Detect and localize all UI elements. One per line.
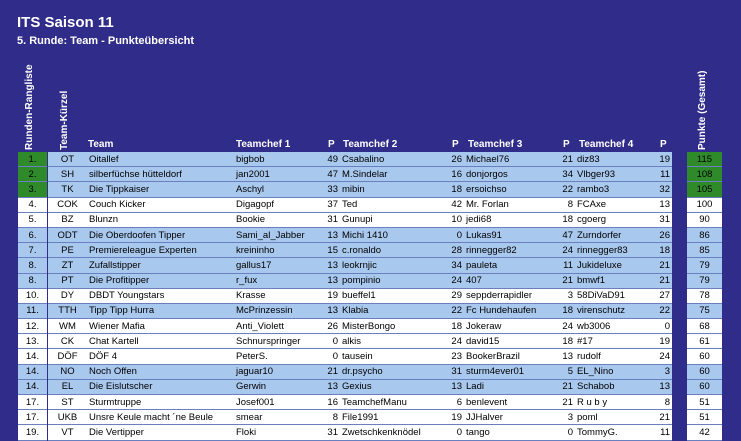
- team-code-cell: OT: [48, 152, 87, 167]
- points2-cell: 34: [448, 258, 464, 273]
- points1-cell: 19: [324, 288, 340, 303]
- gap: [672, 167, 687, 182]
- points2-cell: 22: [448, 303, 464, 318]
- team-name-cell: Die Eislutscher: [87, 379, 234, 394]
- table-row: [18, 303, 722, 318]
- team-code-cell: TTH: [48, 303, 87, 318]
- teamchef3-cell: Mr. Forlan: [464, 197, 559, 212]
- team-code-cell: UKB: [48, 410, 87, 425]
- points4-cell: 26: [656, 227, 672, 242]
- gap: [672, 182, 687, 197]
- gap: [672, 319, 687, 334]
- points3-cell: 21: [559, 379, 575, 394]
- header-chef4: Teamchef 4: [579, 139, 634, 150]
- table-row: [18, 167, 722, 182]
- points3-cell: 18: [559, 303, 575, 318]
- points3-cell: 11: [559, 258, 575, 273]
- teamchef3-cell: Lukas91: [464, 227, 559, 242]
- total-points-cell: 42: [687, 425, 722, 440]
- header-chef1: Teamchef 1: [236, 139, 291, 150]
- points1-cell: 31: [324, 212, 340, 227]
- points2-cell: 0: [448, 425, 464, 440]
- gap: [672, 395, 687, 410]
- points2-cell: 23: [448, 349, 464, 364]
- teamchef4-cell: TommyG.: [575, 425, 656, 440]
- points3-cell: 3: [559, 410, 575, 425]
- teamchef2-cell: Klabia: [340, 303, 448, 318]
- team-name-cell: Premiereleague Experten: [87, 243, 234, 258]
- teamchef4-cell: rambo3: [575, 182, 656, 197]
- teamchef4-cell: R u b y: [575, 395, 656, 410]
- teamchef1-cell: jaguar10: [234, 364, 324, 379]
- points3-cell: 21: [559, 152, 575, 167]
- points1-cell: 0: [324, 349, 340, 364]
- total-points-cell: 79: [687, 273, 722, 288]
- teamchef1-cell: bigbob: [234, 152, 324, 167]
- team-code-cell: NO: [48, 364, 87, 379]
- rank-cell: 8.: [18, 258, 47, 273]
- teamchef2-cell: mibin: [340, 182, 448, 197]
- team-code-cell: CK: [48, 334, 87, 349]
- teamchef2-cell: Gunupi: [340, 212, 448, 227]
- team-code-cell: PE: [48, 243, 87, 258]
- teamchef3-cell: JJHalver: [464, 410, 559, 425]
- teamchef3-cell: tango: [464, 425, 559, 440]
- team-name-cell: Noch Offen: [87, 364, 234, 379]
- points2-cell: 16: [448, 167, 464, 182]
- header-team: Team: [88, 139, 114, 150]
- points3-cell: 24: [559, 319, 575, 334]
- gap: [672, 379, 687, 394]
- table-row: [18, 197, 722, 212]
- rank-cell: 17.: [18, 395, 47, 410]
- points2-cell: 28: [448, 243, 464, 258]
- points-table: [18, 152, 722, 441]
- points3-cell: 13: [559, 349, 575, 364]
- teamchef3-cell: Ladi: [464, 379, 559, 394]
- teamchef4-cell: Jukideluxe: [575, 258, 656, 273]
- header-code: Team-Kürzel: [59, 90, 70, 150]
- header-total: Punkte (Gesamt): [697, 70, 708, 150]
- team-name-cell: Unsre Keule macht ´ne Beule: [87, 410, 234, 425]
- points3-cell: 24: [559, 243, 575, 258]
- team-name-cell: Zufallstipper: [87, 258, 234, 273]
- teamchef3-cell: BookerBrazil: [464, 349, 559, 364]
- table-row: [18, 410, 722, 425]
- team-code-cell: ST: [48, 395, 87, 410]
- teamchef4-cell: rudolf: [575, 349, 656, 364]
- points3-cell: 3: [559, 288, 575, 303]
- header-rank: Runden-Rangliste: [24, 64, 35, 150]
- teamchef3-cell: benlevent: [464, 395, 559, 410]
- gap: [672, 303, 687, 318]
- teamchef2-cell: alkis: [340, 334, 448, 349]
- points4-cell: 11: [656, 425, 672, 440]
- teamchef4-cell: 58DiVaD91: [575, 288, 656, 303]
- gap: [672, 288, 687, 303]
- points4-cell: 32: [656, 182, 672, 197]
- team-name-cell: Couch Kicker: [87, 197, 234, 212]
- team-name-cell: Chat Kartell: [87, 334, 234, 349]
- gap: [672, 273, 687, 288]
- rank-cell: 11.: [18, 303, 47, 318]
- points1-cell: 33: [324, 182, 340, 197]
- total-points-cell: 85: [687, 243, 722, 258]
- teamchef1-cell: kreininho: [234, 243, 324, 258]
- points4-cell: 21: [656, 273, 672, 288]
- header-chef2: Teamchef 2: [343, 139, 398, 150]
- team-name-cell: silberfüchse hütteldorf: [87, 167, 234, 182]
- rank-cell: 3.: [18, 182, 47, 197]
- total-points-cell: 100: [687, 197, 722, 212]
- teamchef1-cell: Aschyl: [234, 182, 324, 197]
- points2-cell: 29: [448, 288, 464, 303]
- points4-cell: 0: [656, 319, 672, 334]
- points3-cell: 47: [559, 227, 575, 242]
- teamchef2-cell: pompinio: [340, 273, 448, 288]
- teamchef3-cell: rinnegger82: [464, 243, 559, 258]
- table-row: [18, 258, 722, 273]
- teamchef3-cell: pauleta: [464, 258, 559, 273]
- total-points-cell: 51: [687, 410, 722, 425]
- rank-cell: 17.: [18, 410, 47, 425]
- points4-cell: 21: [656, 410, 672, 425]
- team-code-cell: BZ: [48, 212, 87, 227]
- points2-cell: 18: [448, 182, 464, 197]
- teamchef2-cell: Zwetschkenknödel: [340, 425, 448, 440]
- points1-cell: 13: [324, 379, 340, 394]
- teamchef3-cell: Michael76: [464, 152, 559, 167]
- teamchef4-cell: #17: [575, 334, 656, 349]
- team-code-cell: DY: [48, 288, 87, 303]
- team-code-cell: EL: [48, 379, 87, 394]
- points2-cell: 13: [448, 379, 464, 394]
- table-row: [18, 227, 722, 242]
- points4-cell: 27: [656, 288, 672, 303]
- table-row: [18, 152, 722, 167]
- table-row: [18, 334, 722, 349]
- team-code-cell: COK: [48, 197, 87, 212]
- header-p3: P: [563, 139, 570, 150]
- points3-cell: 18: [559, 212, 575, 227]
- teamchef3-cell: ersoichso: [464, 182, 559, 197]
- teamchef1-cell: Anti_Violett: [234, 319, 324, 334]
- teamchef1-cell: Bookie: [234, 212, 324, 227]
- points1-cell: 16: [324, 395, 340, 410]
- total-points-cell: 90: [687, 212, 722, 227]
- rank-cell: 1.: [18, 152, 47, 167]
- table-row: [18, 395, 722, 410]
- team-name-cell: DBDT Youngstars: [87, 288, 234, 303]
- points2-cell: 6: [448, 395, 464, 410]
- total-points-cell: 60: [687, 379, 722, 394]
- teamchef2-cell: bueffel1: [340, 288, 448, 303]
- points1-cell: 31: [324, 425, 340, 440]
- points4-cell: 19: [656, 152, 672, 167]
- points2-cell: 18: [448, 319, 464, 334]
- teamchef3-cell: 407: [464, 273, 559, 288]
- points1-cell: 13: [324, 273, 340, 288]
- rank-cell: 13.: [18, 334, 47, 349]
- teamchef2-cell: tausein: [340, 349, 448, 364]
- points4-cell: 11: [656, 167, 672, 182]
- teamchef3-cell: Fc Hundehaufen: [464, 303, 559, 318]
- points4-cell: 13: [656, 379, 672, 394]
- rank-cell: 6.: [18, 227, 47, 242]
- points1-cell: 47: [324, 167, 340, 182]
- teamchef2-cell: TeamchefManu: [340, 395, 448, 410]
- table-row: [18, 319, 722, 334]
- teamchef4-cell: Vlbger93: [575, 167, 656, 182]
- teamchef2-cell: Ted: [340, 197, 448, 212]
- points2-cell: 24: [448, 273, 464, 288]
- teamchef4-cell: virenschutz: [575, 303, 656, 318]
- teamchef1-cell: Sami_al_Jabber: [234, 227, 324, 242]
- team-name-cell: Blunzn: [87, 212, 234, 227]
- rank-cell: 7.: [18, 243, 47, 258]
- teamchef2-cell: c.ronaldo: [340, 243, 448, 258]
- teamchef4-cell: wb3006: [575, 319, 656, 334]
- points3-cell: 21: [559, 273, 575, 288]
- teamchef2-cell: File1991: [340, 410, 448, 425]
- points4-cell: 3: [656, 364, 672, 379]
- points3-cell: 0: [559, 425, 575, 440]
- rank-cell: 19.: [18, 425, 47, 440]
- points4-cell: 8: [656, 395, 672, 410]
- points1-cell: 8: [324, 410, 340, 425]
- teamchef1-cell: gallus17: [234, 258, 324, 273]
- teamchef3-cell: david15: [464, 334, 559, 349]
- points4-cell: 22: [656, 303, 672, 318]
- rank-cell: 14.: [18, 379, 47, 394]
- team-name-cell: Oitallef: [87, 152, 234, 167]
- rank-cell: 14.: [18, 364, 47, 379]
- teamchef2-cell: M.Sindelar: [340, 167, 448, 182]
- points2-cell: 0: [448, 227, 464, 242]
- points2-cell: 10: [448, 212, 464, 227]
- teamchef2-cell: MisterBongo: [340, 319, 448, 334]
- team-code-cell: ODT: [48, 227, 87, 242]
- points1-cell: 13: [324, 303, 340, 318]
- teamchef3-cell: donjorgos: [464, 167, 559, 182]
- rank-cell: 2.: [18, 167, 47, 182]
- teamchef1-cell: jan2001: [234, 167, 324, 182]
- teamchef2-cell: Csabalino: [340, 152, 448, 167]
- gap: [672, 243, 687, 258]
- page-subtitle: 5. Runde: Team - Punkteübersicht: [17, 35, 195, 47]
- total-points-cell: 51: [687, 395, 722, 410]
- total-points-cell: 105: [687, 182, 722, 197]
- page-title: ITS Saison 11: [17, 14, 114, 31]
- teamchef2-cell: leokrnjic: [340, 258, 448, 273]
- teamchef4-cell: rinnegger83: [575, 243, 656, 258]
- team-name-cell: Die Profitipper: [87, 273, 234, 288]
- points3-cell: 21: [559, 395, 575, 410]
- teamchef4-cell: FCAxe: [575, 197, 656, 212]
- points2-cell: 31: [448, 364, 464, 379]
- gap: [672, 152, 687, 167]
- team-name-cell: Die Oberdoofen Tipper: [87, 227, 234, 242]
- teamchef4-cell: Schabob: [575, 379, 656, 394]
- team-name-cell: Tipp Tipp Hurra: [87, 303, 234, 318]
- points1-cell: 26: [324, 319, 340, 334]
- team-code-cell: WM: [48, 319, 87, 334]
- total-points-cell: 75: [687, 303, 722, 318]
- rank-cell: 5.: [18, 212, 47, 227]
- total-points-cell: 78: [687, 288, 722, 303]
- points3-cell: 18: [559, 334, 575, 349]
- total-points-cell: 61: [687, 334, 722, 349]
- points4-cell: 18: [656, 243, 672, 258]
- points4-cell: 13: [656, 197, 672, 212]
- rank-cell: 4.: [18, 197, 47, 212]
- table-row: [18, 273, 722, 288]
- team-code-cell: SH: [48, 167, 87, 182]
- header-p4: P: [660, 139, 667, 150]
- points2-cell: 19: [448, 410, 464, 425]
- teamchef3-cell: jedi68: [464, 212, 559, 227]
- gap: [672, 212, 687, 227]
- points4-cell: 31: [656, 212, 672, 227]
- points3-cell: 34: [559, 167, 575, 182]
- table-row: [18, 243, 722, 258]
- table-row: [18, 379, 722, 394]
- total-points-cell: 68: [687, 319, 722, 334]
- teamchef4-cell: bmwf1: [575, 273, 656, 288]
- gap: [672, 227, 687, 242]
- gap: [672, 364, 687, 379]
- rank-cell: 14.: [18, 349, 47, 364]
- total-points-cell: 115: [687, 152, 722, 167]
- teamchef2-cell: Michi 1410: [340, 227, 448, 242]
- gap: [672, 349, 687, 364]
- teamchef2-cell: dr.psycho: [340, 364, 448, 379]
- teamchef1-cell: Schnurspringer: [234, 334, 324, 349]
- teamchef1-cell: Josef001: [234, 395, 324, 410]
- points1-cell: 37: [324, 197, 340, 212]
- points1-cell: 21: [324, 364, 340, 379]
- points4-cell: 24: [656, 349, 672, 364]
- header-chef3: Teamchef 3: [468, 139, 523, 150]
- points3-cell: 5: [559, 364, 575, 379]
- team-code-cell: DÖF: [48, 349, 87, 364]
- points2-cell: 24: [448, 334, 464, 349]
- team-code-cell: ZT: [48, 258, 87, 273]
- team-name-cell: Die Tippkaiser: [87, 182, 234, 197]
- gap: [672, 258, 687, 273]
- teamchef4-cell: Zurndorfer: [575, 227, 656, 242]
- teamchef1-cell: Floki: [234, 425, 324, 440]
- gap: [672, 197, 687, 212]
- rank-cell: 10.: [18, 288, 47, 303]
- total-points-cell: 108: [687, 167, 722, 182]
- rank-cell: 8.: [18, 273, 47, 288]
- gap: [672, 334, 687, 349]
- table-row: [18, 364, 722, 379]
- teamchef1-cell: smear: [234, 410, 324, 425]
- teamchef1-cell: r_fux: [234, 273, 324, 288]
- total-points-cell: 86: [687, 227, 722, 242]
- table-row: [18, 182, 722, 197]
- total-points-cell: 60: [687, 349, 722, 364]
- points4-cell: 21: [656, 258, 672, 273]
- points2-cell: 42: [448, 197, 464, 212]
- teamchef1-cell: PeterS.: [234, 349, 324, 364]
- points3-cell: 8: [559, 197, 575, 212]
- team-code-cell: VT: [48, 425, 87, 440]
- teamchef2-cell: Gexius: [340, 379, 448, 394]
- teamchef4-cell: cgoerg: [575, 212, 656, 227]
- total-points-cell: 60: [687, 364, 722, 379]
- team-code-cell: PT: [48, 273, 87, 288]
- total-points-cell: 79: [687, 258, 722, 273]
- table-row: [18, 288, 722, 303]
- team-name-cell: Sturmtruppe: [87, 395, 234, 410]
- points1-cell: 0: [324, 334, 340, 349]
- teamchef1-cell: McPrinzessin: [234, 303, 324, 318]
- rank-cell: 12.: [18, 319, 47, 334]
- teamchef3-cell: Jokeraw: [464, 319, 559, 334]
- table-row: [18, 212, 722, 227]
- points4-cell: 19: [656, 334, 672, 349]
- team-name-cell: DÖF 4: [87, 349, 234, 364]
- gap: [672, 410, 687, 425]
- points1-cell: 13: [324, 258, 340, 273]
- teamchef4-cell: diz83: [575, 152, 656, 167]
- teamchef4-cell: poml: [575, 410, 656, 425]
- team-name-cell: Die Vertipper: [87, 425, 234, 440]
- points1-cell: 49: [324, 152, 340, 167]
- teamchef1-cell: Gerwin: [234, 379, 324, 394]
- teamchef4-cell: EL_Nino: [575, 364, 656, 379]
- header-p2: P: [452, 139, 459, 150]
- table-row: [18, 349, 722, 364]
- teamchef3-cell: sturm4ever01: [464, 364, 559, 379]
- teamchef3-cell: seppderrapidler: [464, 288, 559, 303]
- points2-cell: 26: [448, 152, 464, 167]
- teamchef1-cell: Krasse: [234, 288, 324, 303]
- teamchef1-cell: Digagopf: [234, 197, 324, 212]
- points3-cell: 22: [559, 182, 575, 197]
- header-p1: P: [328, 139, 335, 150]
- team-name-cell: Wiener Mafia: [87, 319, 234, 334]
- points1-cell: 15: [324, 243, 340, 258]
- team-code-cell: TK: [48, 182, 87, 197]
- points1-cell: 13: [324, 227, 340, 242]
